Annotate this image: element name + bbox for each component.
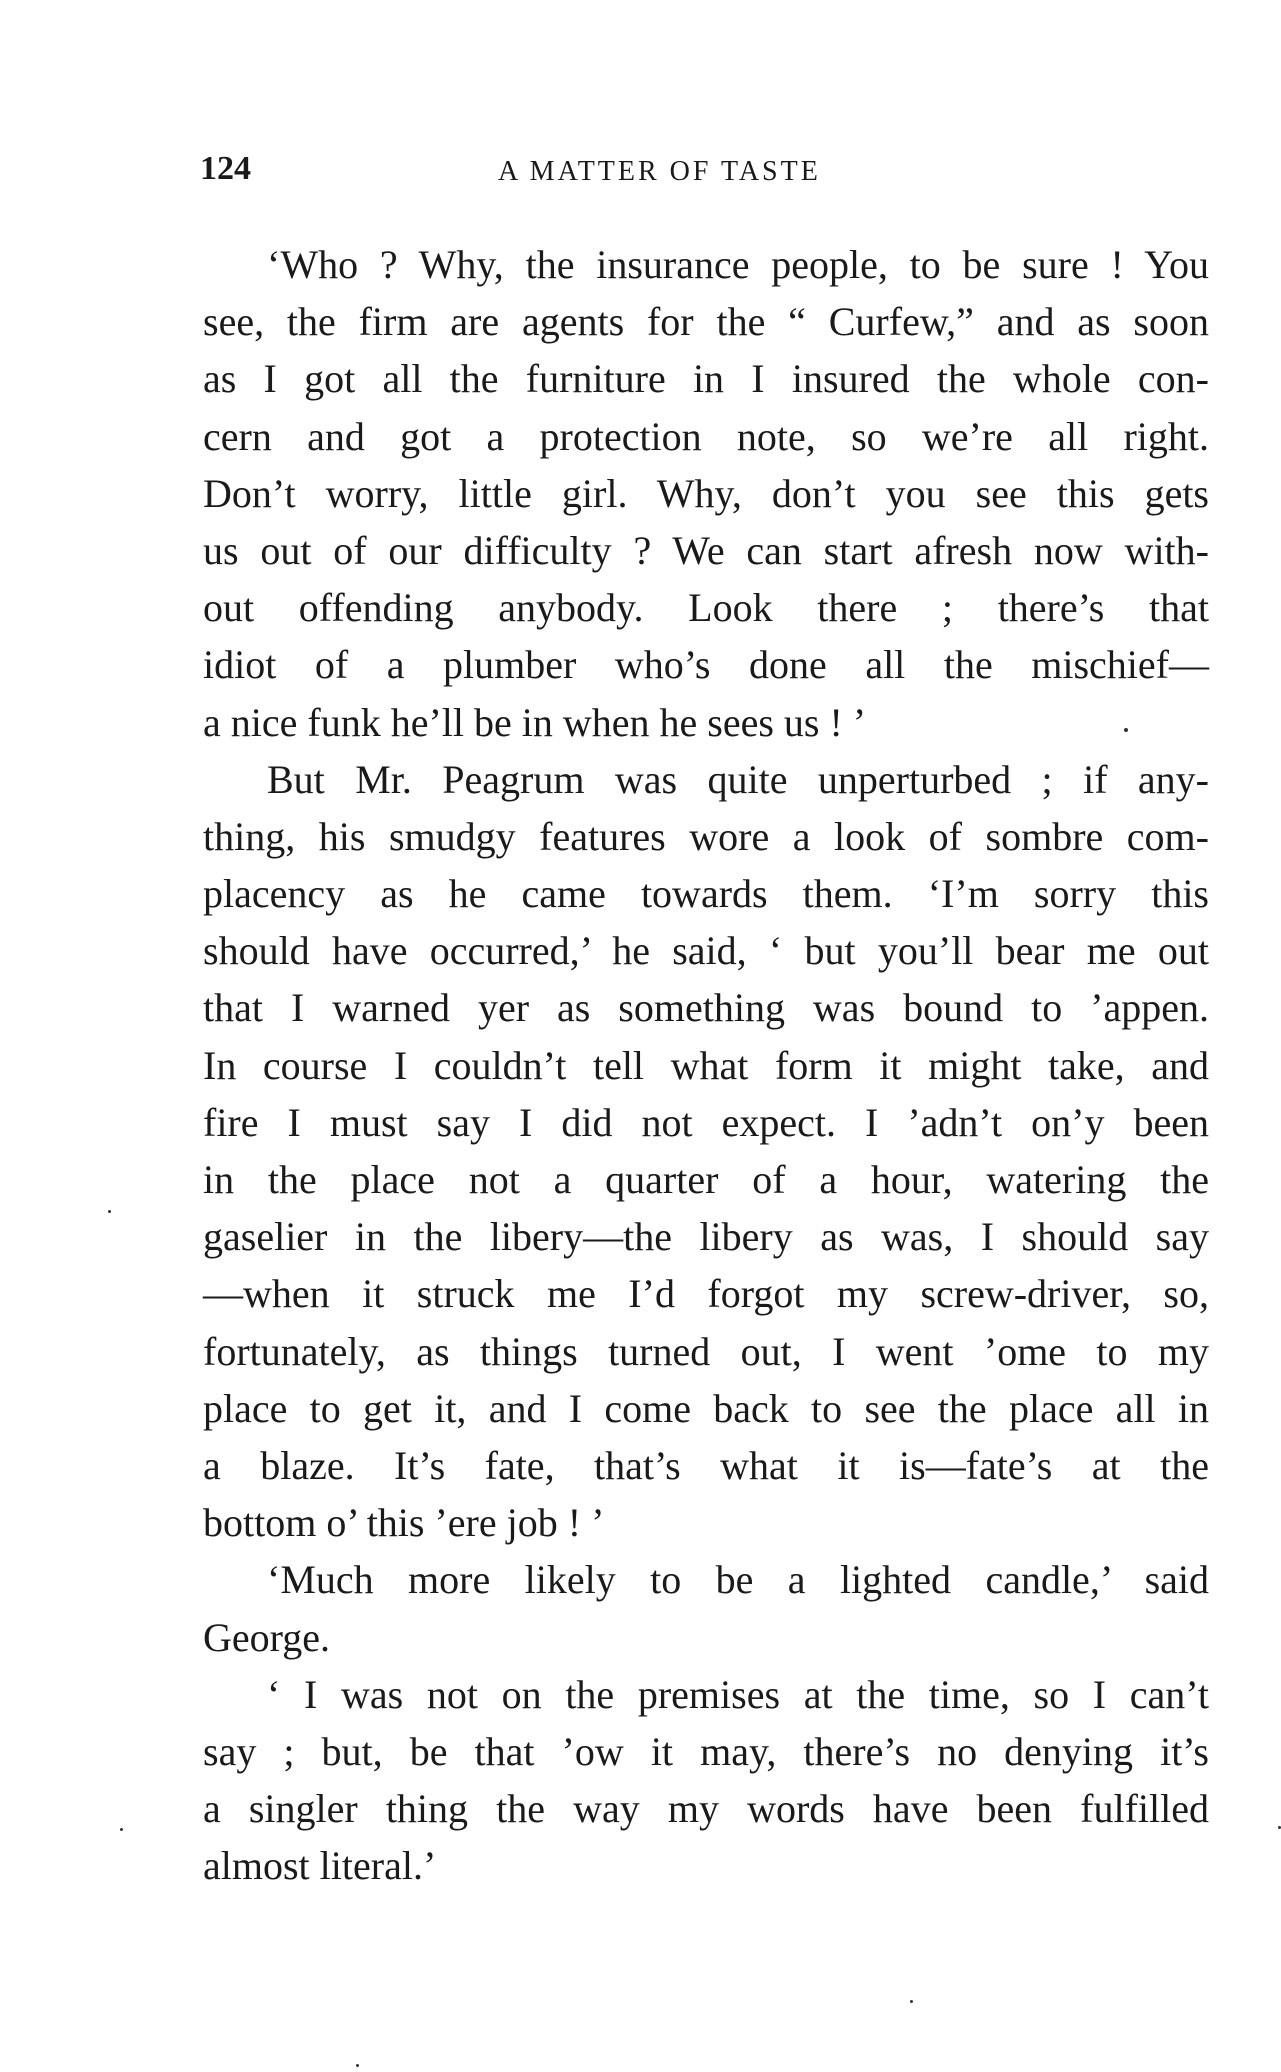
ink-speck (108, 1210, 111, 1213)
text-line: say ; but, be that ’ow it may, there’s no denying it’s (203, 1728, 1209, 1774)
ink-speck (120, 1828, 123, 1831)
text-line: ‘Much more likely to be a lighted candle,’ said (267, 1557, 1209, 1603)
text-line: thing, his smudgy features wore a look of sombre com- (203, 813, 1209, 859)
text-line: a singler thing the way my words have been fulfilled (203, 1786, 1209, 1832)
text-line: ‘ I was not on the premises at the time, so I can’t (267, 1671, 1209, 1717)
ink-speck (356, 2064, 359, 2067)
text-line: almost literal.’ (203, 1843, 437, 1889)
ink-speck (910, 2000, 913, 2003)
text-line: in the place not a quarter of a hour, watering the (203, 1157, 1209, 1202)
text-line: that I warned yer as something was bound to ’appen. (203, 985, 1209, 1031)
text-line: fire I must say I did not expect. I ’adn’t on’y been (203, 1099, 1209, 1145)
text-line: bottom o’ this ’ere job ! ’ (203, 1500, 605, 1546)
text-line: But Mr. Peagrum was quite unperturbed ; if any- (267, 756, 1209, 802)
text-line: see, the firm are agents for the “ Curfew,” and as soon (203, 299, 1209, 345)
text-line: as I got all the furniture in I insured the whole con- (203, 356, 1209, 402)
text-line: George. (203, 1614, 330, 1660)
body-text (203, 236, 1209, 1894)
page-header (200, 150, 1220, 190)
ink-speck (1124, 728, 1128, 732)
running-head: A MATTER OF TASTE (498, 156, 821, 187)
text-line: us out of our difficulty ? We can start afresh now with- (203, 527, 1209, 573)
text-line: place to get it, and I come back to see the place all in (203, 1385, 1209, 1431)
text-line: fortunately, as things turned out, I went ’ome to my (203, 1328, 1209, 1374)
text-line: out offending anybody. Look there ; there’s that (203, 585, 1209, 631)
page-number: 124 (200, 150, 251, 187)
text-line: Don’t worry, little girl. Why, don’t you see this gets (203, 470, 1209, 516)
text-line: —when it struck me I’d forgot my screw-driver, so, (203, 1271, 1209, 1317)
text-line: ‘Who ? Why, the insurance people, to be sure ! You (267, 242, 1209, 287)
text-line: a nice funk he’ll be in when he sees us ! ’ (203, 699, 867, 745)
text-line: cern and got a protection note, so we’re all right. (203, 413, 1209, 459)
text-line: placency as he came towards them. ‘I’m sorry this (203, 871, 1209, 917)
text-line: a blaze. It’s fate, that’s what it is—fate’s at the (203, 1442, 1209, 1488)
text-line: gaselier in the libery—the libery as was, I should say (203, 1214, 1209, 1260)
text-line: In course I couldn’t tell what form it might take, and (203, 1042, 1209, 1088)
text-line: should have occurred,’ he said, ‘ but you’ll bear me out (203, 928, 1209, 974)
text-line: idiot of a plumber who’s done all the mischief— (203, 642, 1209, 688)
